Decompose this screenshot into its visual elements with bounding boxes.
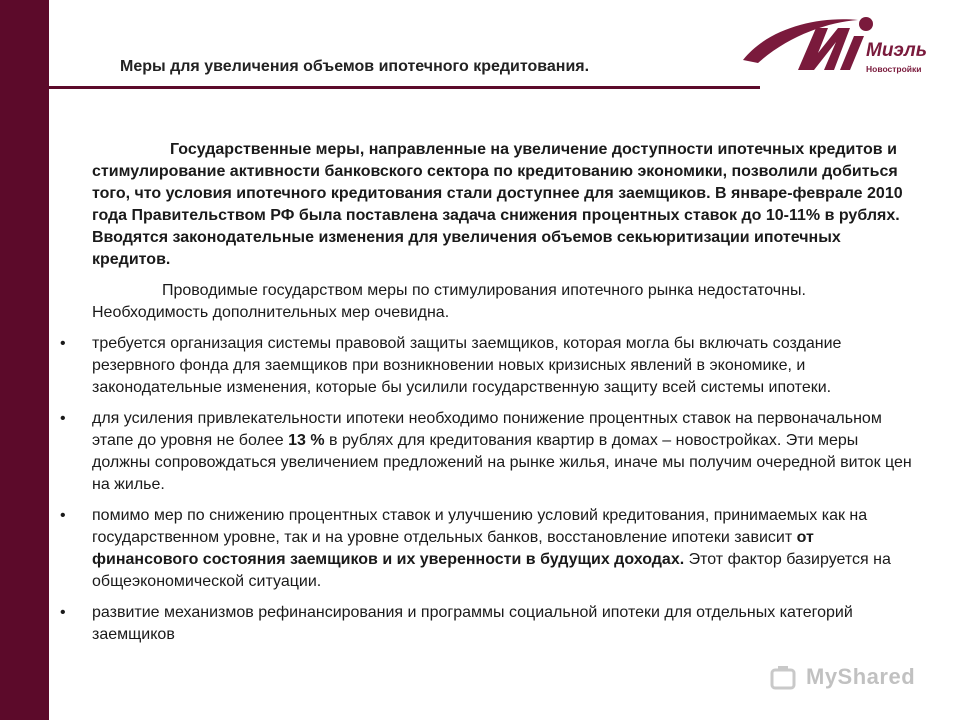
intro-paragraph: Проводимые государством меры по стимулирования ипотечного рынка недостаточны. Необходимость дополнительных мер очевидна. — [92, 282, 806, 321]
left-accent-bar — [0, 0, 49, 720]
list-item — [92, 505, 912, 593]
list-item — [92, 333, 912, 399]
list-item — [92, 408, 912, 496]
logo-name: Миэль — [866, 40, 928, 61]
main-content — [92, 139, 912, 655]
watermark-text: MyShared — [806, 664, 916, 689]
title-divider — [49, 86, 760, 89]
list-item — [92, 602, 912, 646]
list-item-text: помимо мер по снижению процентных ставок и улучшению условий кредитования, принимаемых как на государственном уровне, так и на уровне отдельных банков, восстановление ипотеки зависит — [92, 507, 868, 546]
page-title: Меры для увеличения объемов ипотечного кредитования. — [120, 58, 590, 75]
list-item-text: требуется организация системы правовой защиты заемщиков, которая могла бы включать создание резервного фонда для заемщиков при возникновении новых кризисных явлений в экономике, и законодательные изменения, которые бы усилили государственную защиту всей системы ипотеки. — [92, 335, 842, 396]
list-item-highlight: 13 % — [288, 432, 325, 449]
logo-subtitle: Новостройки — [866, 64, 922, 74]
list-item-text: для усиления привлекательности ипотеки необходимо понижение процентных ставок на первоначальном этапе до уровня не более — [92, 410, 882, 449]
list-item-text: развитие механизмов рефинансирования и программы социальной ипотеки для отдельных категорий заемщиков — [92, 604, 853, 643]
list-item-highlight: от финансового состояния заемщиков и их уверенности в будущих доходах. — [92, 529, 814, 568]
list-item-text: Этот фактор базируется на общеэкономической ситуации. — [92, 551, 891, 590]
measures-list — [92, 333, 912, 646]
list-item-text: в рублях для кредитования квартир в домах – новостройках. Эти меры должны сопровождаться увеличением предложений на рынке жилья, иначе мы получим очередной виток цен на жилье. — [92, 432, 912, 493]
intro-bold-paragraph: Государственные меры, направленные на увеличение доступности ипотечных кредитов и стимулирование активности банковского сектора по кредитованию экономики, позволили добиться того, что условия ипотечного кредитования стали доступнее для заемщиков. В январе-феврале 2010 года Правительством РФ была поставлена задача снижения процентных ставок до 10-11% в рублях. Вводятся законодательные изменения для увеличения объемов секьюритизации ипотечных кредитов. — [92, 141, 903, 268]
